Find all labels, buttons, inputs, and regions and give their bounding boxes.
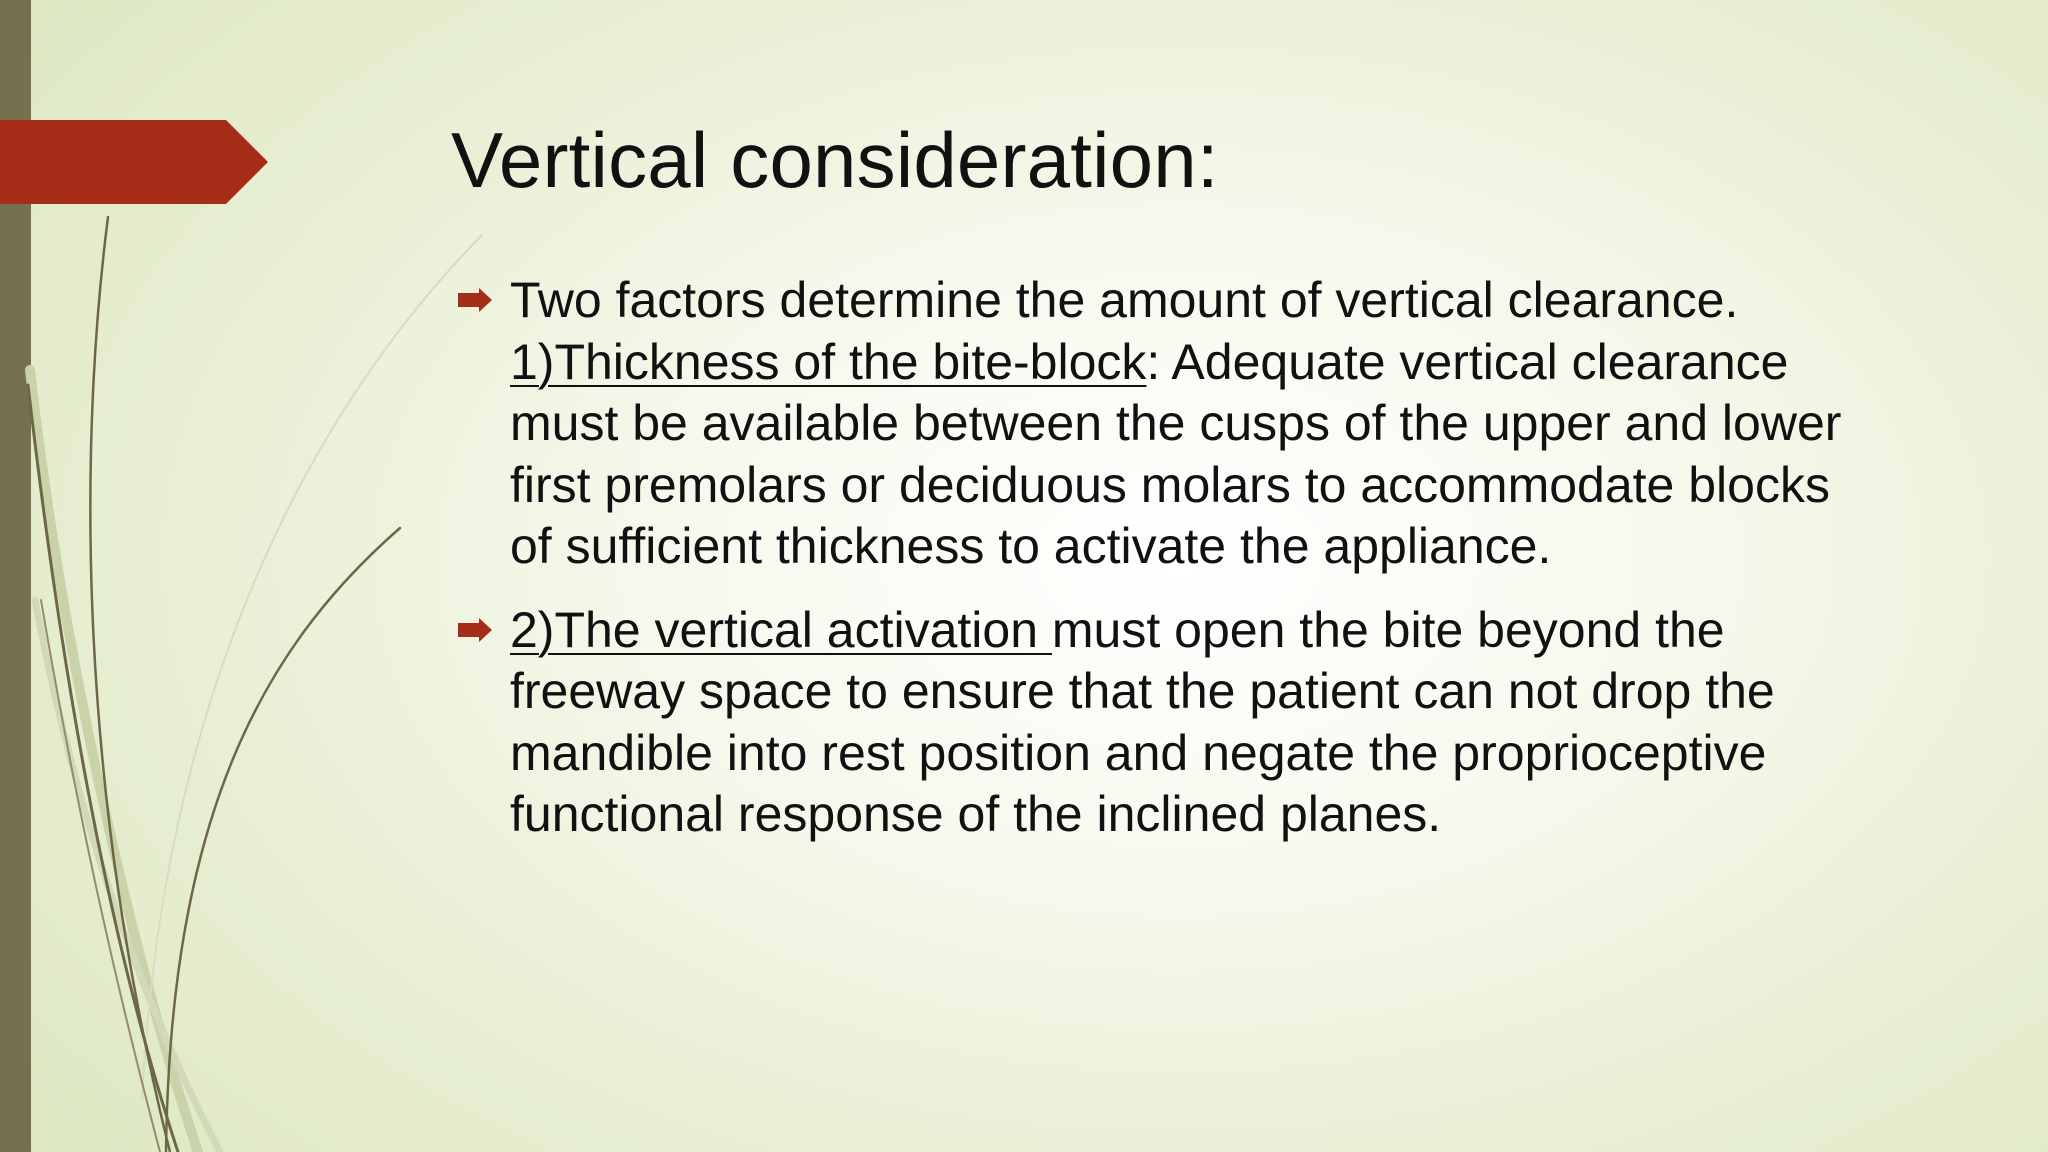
bullet-2-line-4: functional response of the inclined planes. xyxy=(510,786,1442,842)
bullet-1-line-2 xyxy=(510,332,1901,394)
decorative-stems-graphic xyxy=(0,0,520,1152)
bullet-item-vertical-activation xyxy=(451,600,1901,846)
bullet-1-line-1: Two factors determine the amount of vertical clearance. xyxy=(510,272,1739,328)
dark-stem-secondary xyxy=(41,600,160,1152)
vertical-activation-heading: 2)The vertical activation xyxy=(510,601,1052,658)
bullet-item-thickness xyxy=(451,270,1901,578)
thickness-heading: 1)Thickness of the bite-block xyxy=(510,333,1147,390)
arrow-bullet-icon xyxy=(456,618,494,642)
title-arrow-banner xyxy=(0,120,268,204)
bullet-1-line-3: must be available between the cusps of the upper and lower xyxy=(510,395,1842,451)
slide-content xyxy=(451,270,1901,846)
vertical-activation-description: must open the bite beyond the xyxy=(1051,601,1725,658)
thickness-description: : Adequate vertical clearance xyxy=(1146,333,1789,390)
slide-title: Vertical consideration: xyxy=(451,116,1219,204)
pale-curved-stem xyxy=(142,235,482,1098)
bullet-1-line-5: of sufficient thickness to activate the appliance. xyxy=(510,518,1552,574)
arrow-bullet-icon xyxy=(456,288,494,312)
bullet-2-line-3: mandible into rest position and negate the proprioceptive xyxy=(510,724,1767,781)
bullet-2-line-2: freeway space to ensure that the patient can not drop the xyxy=(510,663,1775,719)
pale-stem-soft xyxy=(35,600,220,1152)
dark-curved-stem xyxy=(166,528,400,1152)
bullet-1-line-4: first premolars or deciduous molars to accommodate blocks xyxy=(510,456,1830,513)
bullet-2-line-1 xyxy=(510,600,1901,662)
